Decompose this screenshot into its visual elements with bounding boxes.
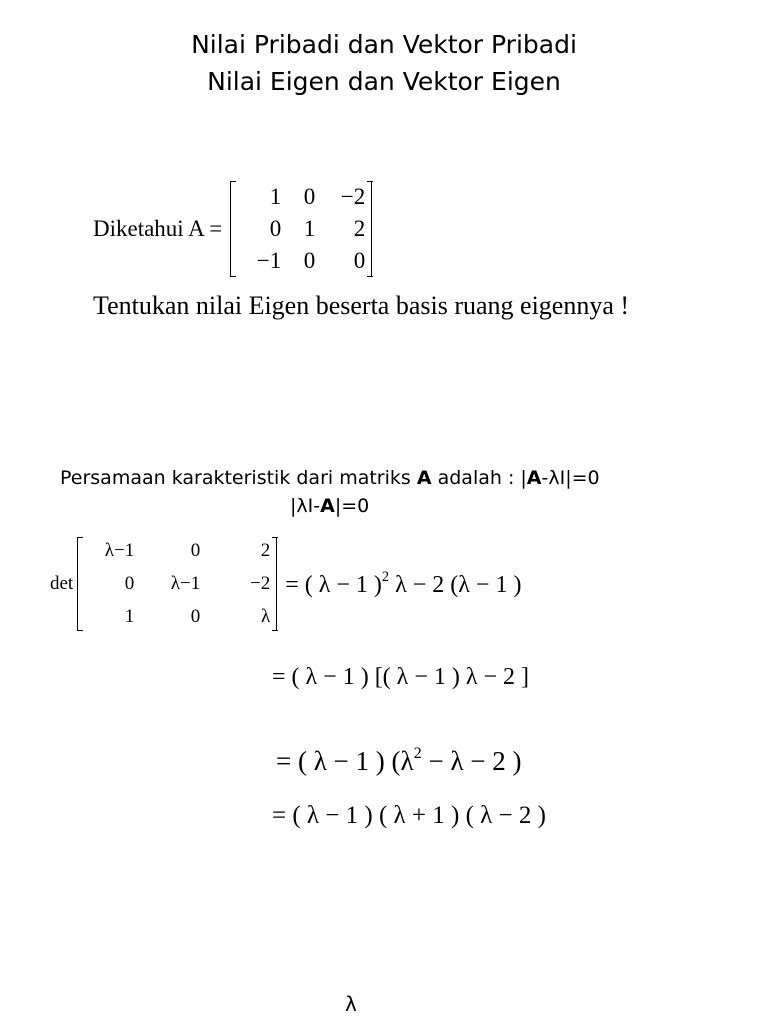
characteristic-line-2 [290,495,369,517]
step-3: = ( λ − 1 ) ( λ + 1 ) ( λ − 2 ) [272,802,546,829]
matrix-cell: λ−1 [104,540,135,561]
characteristic-line-1 [60,467,600,489]
matrix-cell: 0 [124,573,135,594]
matrix-cell: 0 [303,248,316,273]
determinant-block [50,537,521,631]
det-label: det [50,573,74,594]
given-matrix-block [93,181,372,277]
matrix-cell: 1 [303,216,316,241]
matrix-cell: 0 [269,216,282,241]
step-2 [276,744,522,777]
det-rhs [285,569,521,599]
matrix-cell: −2 [340,184,366,209]
matrix-cell: λ−1 [170,573,201,594]
title-line-2: Nilai Eigen dan Vektor Eigen [207,67,561,96]
matrix-a-symbol: A [416,467,432,489]
det-rhs-part-2: λ − 2 (λ − 1 ) [389,571,522,598]
matrix-cell: 0 [190,606,201,627]
matrix-cell: 2 [353,216,366,241]
step-1: = ( λ − 1 ) [( λ − 1 ) λ − 2 ] [272,664,530,690]
det-matrix [77,537,277,631]
task-text: Tentukan nilai Eigen beserta basis ruang eigennya ! [93,291,630,320]
matrix-cell: 2 [260,540,271,561]
det-rhs-part-1: = ( λ − 1 ) [285,571,382,598]
matrix-cell: −1 [256,248,282,273]
characteristic-middle: adalah : | [431,467,527,489]
characteristic-line2-suffix: |=0 [334,495,370,517]
matrix-a-symbol: A [320,495,335,517]
matrix-a-symbol: A [526,467,542,489]
matrix-cell: 0 [190,540,201,561]
characteristic-line2-prefix: |λI- [290,495,321,517]
matrix-cell: 1 [269,184,282,209]
matrix-cell: 0 [303,184,316,209]
title-line-1: Nilai Pribadi dan Vektor Pribadi [191,30,577,59]
matrix-a [230,181,372,277]
matrix-cell: λ [261,606,271,627]
footer-lambda: λ [345,992,357,1016]
characteristic-suffix: -λI|=0 [541,467,600,489]
step-2-main: = ( λ − 1 ) (λ [276,746,414,777]
characteristic-prefix: Persamaan karakteristik dari matriks [60,467,417,489]
step-2-tail: − λ − 2 ) [421,746,522,777]
step-2-exponent: 2 [413,744,422,762]
det-rhs-exponent: 2 [381,569,390,586]
matrix-cell: −2 [250,573,271,594]
matrix-cell: 0 [353,248,366,273]
given-label: Diketahui A = [93,216,223,241]
matrix-cell: 1 [124,606,135,627]
